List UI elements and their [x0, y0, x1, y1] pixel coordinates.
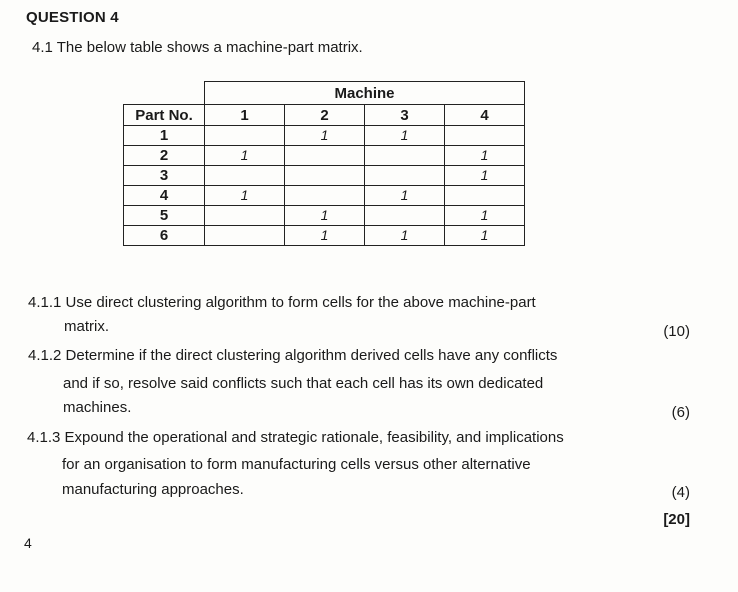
part-number: 6 — [124, 226, 205, 246]
question-4-1-1-line: matrix. — [64, 318, 109, 335]
matrix-cell: 1 — [285, 126, 365, 146]
part-number: 1 — [124, 126, 205, 146]
matrix-cell: 1 — [365, 186, 445, 206]
marks-4-1-2: (6) — [671, 404, 690, 421]
matrix-cell — [365, 146, 445, 166]
matrix-cell: 1 — [285, 206, 365, 226]
intro-text: 4.1 The below table shows a machine-part matrix. — [32, 39, 363, 56]
table-row — [124, 206, 525, 226]
question-4-1-2-line: and if so, resolve said conflicts such that each cell has its own dedicated — [63, 375, 544, 392]
matrix-cell: 1 — [445, 166, 525, 186]
matrix-cell: 1 — [205, 146, 285, 166]
matrix-cell — [205, 206, 285, 226]
matrix-cell — [285, 166, 365, 186]
matrix-cell: 1 — [445, 226, 525, 246]
part-number: 5 — [124, 206, 205, 226]
matrix-cell — [445, 186, 525, 206]
question-heading: QUESTION 4 — [26, 9, 119, 26]
table-row — [124, 166, 525, 186]
machine-header: 1 — [205, 105, 285, 126]
matrix-cell — [285, 146, 365, 166]
part-number: 3 — [124, 166, 205, 186]
matrix-cell: 1 — [205, 186, 285, 206]
table-row — [124, 146, 525, 166]
question-4-1-2-line: machines. — [63, 399, 132, 416]
matrix-cell — [205, 226, 285, 246]
marks-4-1-3: (4) — [671, 484, 690, 501]
part-number: 4 — [124, 186, 205, 206]
matrix-cell — [365, 166, 445, 186]
table-row — [124, 126, 525, 146]
machine-part-matrix — [123, 81, 525, 246]
question-4-1-3-line: for an organisation to form manufacturing cells versus other alternative — [62, 456, 531, 473]
matrix-cell — [365, 206, 445, 226]
machine-header: 4 — [445, 105, 525, 126]
matrix-table — [123, 81, 525, 246]
question-4-1-2-line: 4.1.2 Determine if the direct clustering algorithm derived cells have any conflicts — [28, 347, 558, 364]
machine-group-header: Machine — [205, 82, 525, 105]
page-number: 4 — [24, 535, 32, 551]
matrix-cell: 1 — [365, 126, 445, 146]
table-row — [124, 186, 525, 206]
matrix-cell: 1 — [445, 206, 525, 226]
part-no-header: Part No. — [124, 105, 205, 126]
machine-header: 2 — [285, 105, 365, 126]
matrix-cell: 1 — [365, 226, 445, 246]
matrix-cell: 1 — [445, 146, 525, 166]
matrix-cell — [445, 126, 525, 146]
question-4-1-3-line: manufacturing approaches. — [62, 481, 244, 498]
matrix-cell — [285, 186, 365, 206]
matrix-cell: 1 — [285, 226, 365, 246]
machine-header: 3 — [365, 105, 445, 126]
total-marks: [20] — [663, 511, 690, 528]
marks-4-1-1: (10) — [663, 323, 690, 340]
matrix-cell — [205, 126, 285, 146]
matrix-cell — [205, 166, 285, 186]
question-4-1-3-line: 4.1.3 Expound the operational and strategic rationale, feasibility, and implications — [27, 429, 564, 446]
part-number: 2 — [124, 146, 205, 166]
matrix-corner — [124, 82, 205, 105]
question-4-1-1-line: 4.1.1 Use direct clustering algorithm to form cells for the above machine-part — [28, 294, 536, 311]
table-row — [124, 226, 525, 246]
